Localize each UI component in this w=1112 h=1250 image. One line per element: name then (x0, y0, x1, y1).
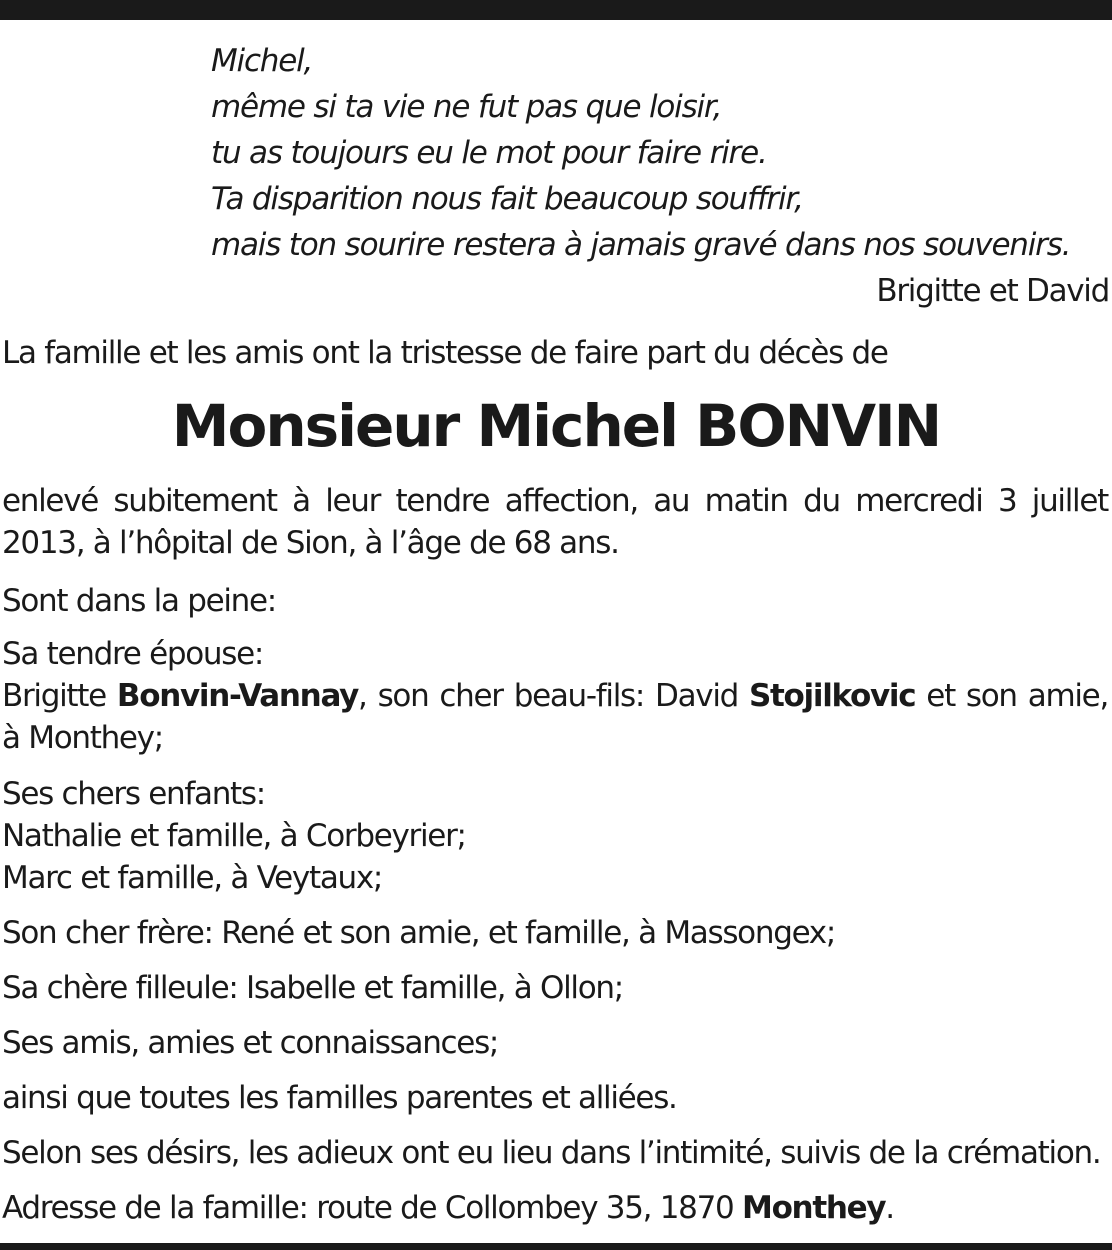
spouse-text: , son cher beau-fils: David (358, 678, 749, 714)
spouse-section (2, 633, 1108, 759)
spouse-text: Brigitte (2, 678, 117, 714)
bottom-rule (0, 1243, 1112, 1250)
poem-line: même si ta vie ne fut pas que loisir, (211, 89, 722, 125)
address-line (2, 1187, 1108, 1229)
children-heading: Ses chers enfants: (2, 776, 265, 812)
ceremony-text: Selon ses désirs, les adieux ont eu lieu dans l’intimité, suivis de la crémation. (2, 1135, 1101, 1171)
mourners-heading: Sont dans la peine: (2, 583, 276, 619)
poem-line: mais ton sourire restera à jamais gravé dans nos souvenirs. (211, 227, 1071, 263)
poem-line: Michel, (211, 43, 313, 79)
top-rule (0, 0, 1112, 20)
poem-signature: Brigitte et David (876, 273, 1109, 309)
goddaughter-text: Sa chère filleule: Isabelle et famille, à Ollon; (2, 970, 623, 1006)
intro-text: La famille et les amis ont la tristesse de faire part du décès de (2, 335, 888, 371)
child-item: Nathalie et famille, à Corbeyrier; (2, 818, 466, 854)
announcement-text: enlevé subitement à leur tendre affection, au matin du mercredi 3 juillet 2013, à l’hôpital de Sion, à l’âge de 68 ans. (2, 483, 1108, 561)
children-section (2, 773, 1108, 899)
poem-line: Ta disparition nous fait beaucoup souffrir, (211, 181, 803, 217)
spouse-heading: Sa tendre épouse: (2, 636, 264, 672)
address-city: Monthey (742, 1190, 886, 1226)
poem (211, 38, 1111, 268)
families-text: ainsi que toutes les familles parentes et alliées. (2, 1080, 677, 1116)
spouse-surname: Bonvin-Vannay (116, 678, 359, 714)
spouse-text: et son amie, à Monthey; (2, 678, 1108, 756)
poem-line: tu as toujours eu le mot pour faire rire. (211, 135, 767, 171)
address-text: Adresse de la famille: route de Collombey 35, 1870 (2, 1190, 743, 1226)
deceased-name: Monsieur Michel BONVIN (171, 392, 941, 460)
brother-text: Son cher frère: René et son amie, et famille, à Massongex; (2, 915, 835, 951)
spouse-line (2, 675, 1108, 759)
friends-text: Ses amis, amies et connaissances; (2, 1025, 499, 1061)
stepson-surname: Stojilkovic (749, 678, 916, 714)
address-end: . (885, 1190, 894, 1226)
child-item: Marc et famille, à Veytaux; (2, 860, 383, 896)
